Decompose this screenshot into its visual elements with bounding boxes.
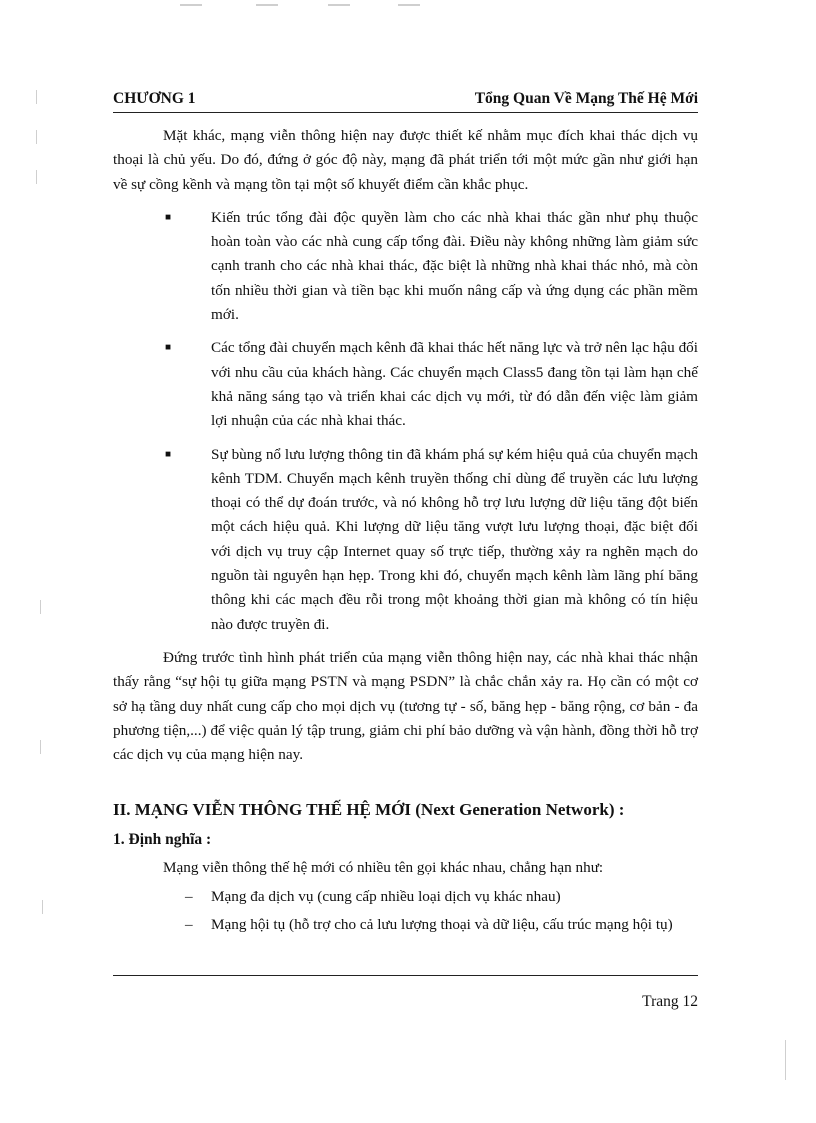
header-title: Tổng Quan Về Mạng Thế Hệ Mới <box>474 90 698 107</box>
subsection-heading: 1. Định nghĩa : <box>113 831 212 849</box>
scan-artifact <box>36 170 37 184</box>
bullet-square-icon: ■ <box>165 448 172 460</box>
bullet-text: Các tổng đài chuyển mạch kênh đã khai thác hết năng lực và trở nên lạc hậu đối với nhu cầu của khách hàng. Các chuyển mạch Class5 đang tồn tại làm hạn chế khả năng sáng tạo và triển khai các dịch vụ mới, từ đó dẫn đến việc làm giảm lợi nhuận của các nhà khai thác. <box>211 339 698 430</box>
dash-icon: – <box>185 887 193 905</box>
page-header <box>113 90 698 108</box>
intro-paragraph: Mặt khác, mạng viễn thông hiện nay được thiết kế nhằm mục đích khai thác dịch vụ thoại là chủ yếu. Do đó, đứng ở góc độ này, mạng đã phát triển tới một mức gần như giới hạn về sự cồng kềnh và mạng tồn tại một số khuyết điểm cần khắc phục. <box>113 127 698 193</box>
scan-artifact <box>328 4 350 6</box>
header-rule <box>113 112 698 113</box>
dash-item-text: Mạng đa dịch vụ (cung cấp nhiều loại dịch vụ khác nhau) <box>211 887 561 905</box>
chapter-label: CHƯƠNG 1 <box>113 90 196 107</box>
dash-list-item <box>113 885 698 909</box>
scan-artifact <box>180 4 202 6</box>
scan-artifact <box>36 130 37 144</box>
scan-artifact <box>40 600 41 614</box>
scan-artifact <box>398 4 420 6</box>
page-body <box>113 124 698 937</box>
dash-icon: – <box>185 916 193 934</box>
scan-artifact <box>42 900 43 914</box>
bullet-square-icon: ■ <box>165 211 172 223</box>
page-number: Trang 12 <box>642 993 698 1010</box>
bullet-item <box>113 336 698 433</box>
scan-artifact <box>256 4 278 6</box>
scan-artifact <box>785 1040 786 1080</box>
dash-item-text: Mạng hội tụ (hỗ trợ cho cả lưu lượng thoại và dữ liệu, cấu trúc mạng hội tụ) <box>211 916 673 934</box>
conclusion-paragraph: Đứng trước tình hình phát triển của mạng viễn thông hiện nay, các nhà khai thác nhận thấy rằng “sự hội tụ giữa mạng PSTN và mạng PSDN” là chắc chắn xảy ra. Họ cần có một cơ sở hạ tầng duy nhất cung cấp cho mọi dịch vụ (tương tự - số, băng hẹp - băng rộng, cơ bản - đa phương tiện,...) để việc quản lý tập trung, giảm chi phí bảo dưỡng và vận hành, đồng thời hỗ trợ các dịch vụ của mạng hiện nay. <box>113 648 698 764</box>
bullet-square-icon: ■ <box>165 342 172 354</box>
section-heading: II. MẠNG VIỄN THÔNG THẾ HỆ MỚI (Next Generation Network) : <box>113 800 625 820</box>
bullet-item <box>113 206 698 327</box>
definition-intro: Mạng viễn thông thế hệ mới có nhiều tên gọi khác nhau, chẳng hạn như: <box>163 859 604 877</box>
dash-list-item <box>113 913 698 937</box>
bullet-text: Kiến trúc tổng đài độc quyền làm cho các nhà khai thác gần như phụ thuộc hoàn toàn vào các nhà cung cấp tổng đài. Điều này không những làm giảm sức cạnh tranh cho các nhà khai thác, đặc biệt là những nhà khai thác nhỏ, mà còn tốn nhiều thời gian và tiền bạc khi muốn nâng cấp và ứng dụng các phần mềm mới. <box>211 208 698 324</box>
bullet-text: Sự bùng nổ lưu lượng thông tin đã khám phá sự kém hiệu quả của chuyển mạch kênh TDM. Chuyển mạch kênh truyền thống chỉ dùng để truyền các lưu lượng thoại có thể dự đoán trước, và nó không hỗ trợ lưu lượng dữ liệu tăng đột biến một cách hiệu quả. Khi lượng dữ liệu tăng vượt lưu lượng thoại, đặc biệt đối với dịch vụ truy cập Internet quay số trực tiếp, thường xảy ra nghẽn mạch do nguồn tài nguyên hạn hẹp. Trong khi đó, chuyển mạch kênh làm lãng phí băng thông khi các mạch đều rỗi trong một khoảng thời gian mà không có tín hiệu nào được truyền đi. <box>211 445 698 633</box>
bullet-item <box>113 443 698 637</box>
scan-artifact <box>40 740 41 754</box>
footer-rule <box>113 975 698 976</box>
scan-artifact <box>36 90 37 104</box>
